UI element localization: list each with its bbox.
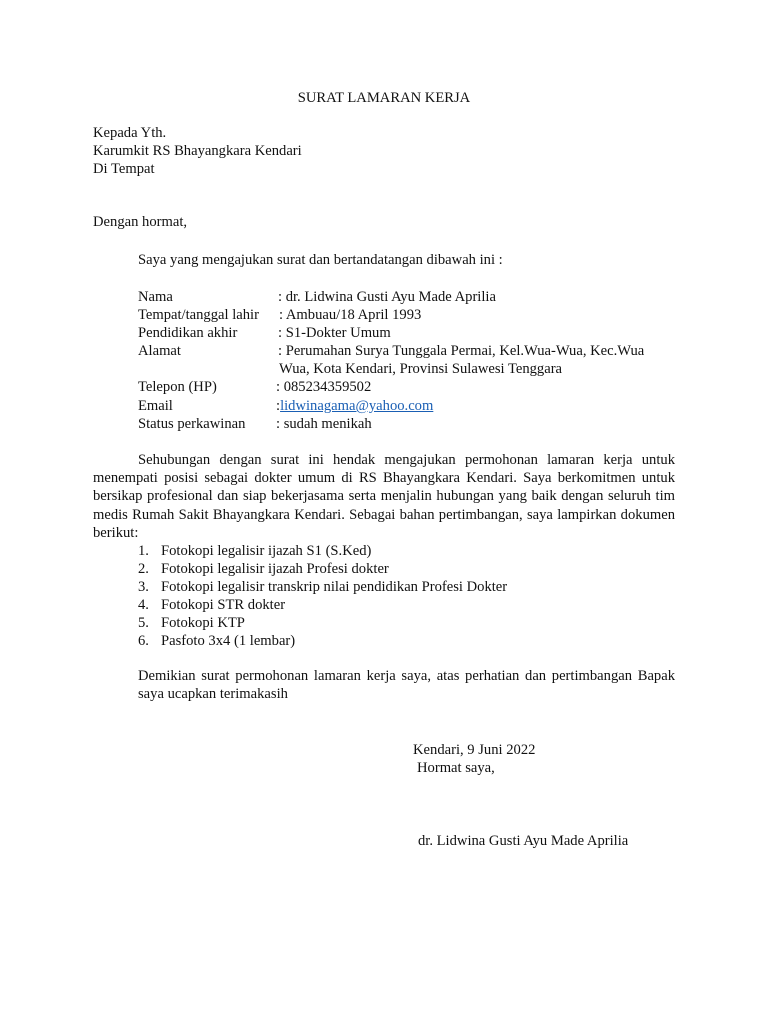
name-label: Nama [138,289,173,305]
marital-value: : sudah menikah [276,416,372,432]
list-item-text: Fotokopi legalisir transkrip nilai pendidikan Profesi Dokter [161,579,508,596]
birth-value: : Ambuau/18 April 1993 [279,307,422,323]
regards: Hormat saya, [417,760,495,776]
list-item-text: Fotokopi KTP [161,615,245,632]
attachment-list [138,542,507,651]
education-value: : S1-Dokter Umum [278,325,391,341]
phone-label: Telepon (HP) [138,379,217,395]
list-item [138,632,507,650]
list-item-number: 1. [138,543,149,559]
list-item-number: 5. [138,615,149,632]
list-item [138,560,507,578]
list-item-number: 3. [138,579,149,596]
recipient-line-3: Di Tempat [93,161,155,177]
name-value: : dr. Lidwina Gusti Ayu Made Aprilia [278,289,496,305]
address-label: Alamat [138,343,181,359]
body-paragraph: Sehubungan dengan surat ini hendak mengajukan permohonan lamaran kerja untuk menempati posisi sebagai dokter umum di RS Bhayangkara Kendari. Saya berkomitmen untuk bersikap profesional dan siap bekerjasama serta menjalin hubungan yang baik dengan seluruh tim medis Rumah Sakit Bhayangkara Kendari. Sebagai bahan pertimbangan, saya lampirkan dokumen berikut: [93,452,675,541]
letter-title: SURAT LAMARAN KERJA [297,90,471,106]
list-item-text: Fotokopi legalisir ijazah Profesi dokter [161,561,389,578]
list-item [138,542,507,560]
phone-value: : 085234359502 [276,379,372,395]
intro-sentence: Saya yang mengajukan surat dan bertandatangan dibawah ini : [138,252,503,268]
birth-label: Tempat/tanggal lahir [138,307,259,323]
list-item-number: 4. [138,597,149,614]
list-item-number: 2. [138,561,149,578]
email-row [276,397,433,415]
list-item-text: Pasfoto 3x4 (1 lembar) [161,633,296,650]
list-item [138,578,507,596]
salutation: Dengan hormat, [93,214,188,230]
list-item-text: Fotokopi STR dokter [161,597,286,614]
marital-label: Status perkawinan [138,416,246,432]
email-link[interactable]: lidwinagama@yahoo.com [280,398,434,414]
address-value-line-2: Wua, Kota Kendari, Provinsi Sulawesi Tenggara [279,361,563,377]
list-item [138,596,507,614]
education-label: Pendidikan akhir [138,325,238,341]
recipient-line-2: Karumkit RS Bhayangkara Kendari [93,143,302,159]
recipient-line-1: Kepada Yth. [93,125,167,141]
email-colon: : [276,398,281,414]
list-item [138,614,507,632]
email-label: Email [138,398,173,414]
address-value-line-1: : Perumahan Surya Tunggala Permai, Kel.Wua-Wua, Kec.Wua [278,343,645,359]
list-item-text: Fotokopi legalisir ijazah S1 (S.Ked) [161,543,372,559]
closing-paragraph: Demikian surat permohonan lamaran kerja saya, atas perhatian dan pertimbangan Bapak saya ucapkan terimakasih [138,668,675,703]
list-item-number: 6. [138,633,149,650]
place-date: Kendari, 9 Juni 2022 [413,742,536,758]
signatory-name: dr. Lidwina Gusti Ayu Made Aprilia [418,833,629,849]
